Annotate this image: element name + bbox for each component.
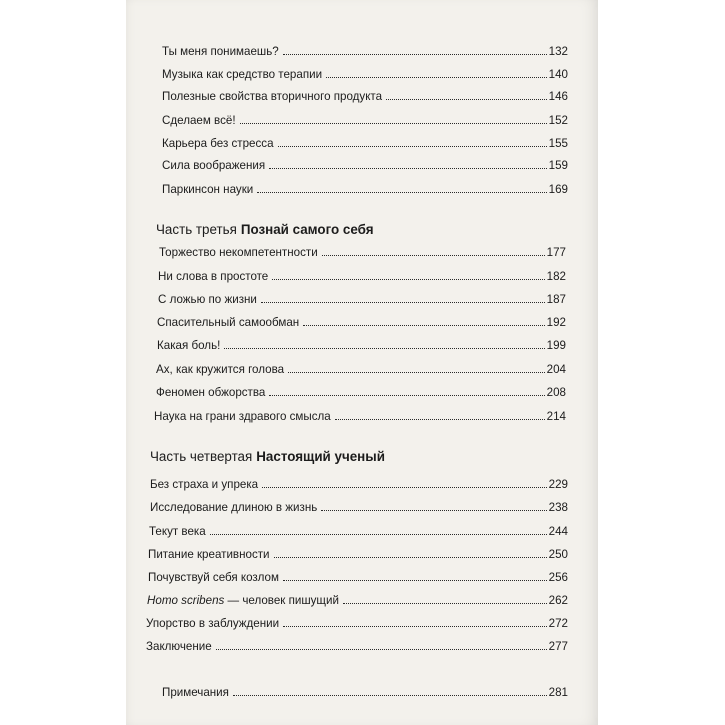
part-prefix: Часть третья	[156, 222, 237, 237]
toc-entry-title: Торжество некомпетентности	[159, 246, 318, 259]
toc-entry-page: 192	[546, 316, 566, 329]
dot-leader	[272, 279, 544, 280]
part-title: Настоящий ученый	[256, 449, 385, 464]
part-title: Познай самого себя	[240, 222, 374, 237]
toc-entry-page: 277	[548, 640, 568, 653]
toc-entry	[158, 293, 566, 307]
toc-entry-page: 199	[546, 339, 566, 352]
toc-entry-page: 214	[546, 410, 566, 423]
toc-entry	[156, 363, 566, 377]
toc-entry	[157, 316, 566, 330]
toc-entry	[158, 270, 566, 284]
toc-entry	[162, 159, 568, 173]
dot-leader	[224, 348, 544, 349]
toc-entry-page: 132	[548, 45, 568, 58]
toc-entry-title-italic: Homo scribens	[147, 594, 225, 607]
toc-entry-page: 256	[548, 571, 568, 584]
toc-entry-page: 140	[548, 68, 568, 81]
dot-leader	[269, 395, 544, 396]
dot-leader	[326, 77, 547, 78]
toc-entry	[162, 137, 568, 151]
toc-entry-title: Сила воображения	[162, 159, 266, 172]
dot-leader	[278, 146, 547, 147]
toc-entry-page: 204	[546, 363, 566, 376]
toc-entry-page: 146	[548, 90, 568, 103]
dot-leader	[386, 99, 547, 100]
dot-leader	[216, 649, 547, 650]
toc-entry-page: 229	[548, 478, 568, 491]
toc-entry-title: Какая боль!	[157, 339, 221, 352]
toc-entry	[150, 478, 568, 492]
toc-entry-page: 272	[548, 617, 568, 630]
toc-entry	[162, 45, 568, 59]
toc-entry-title: Музыка как средство терапии	[162, 68, 323, 81]
toc-entry-title: Спасительный самообман	[157, 316, 300, 329]
dot-leader	[274, 557, 547, 558]
toc-entry-page: 244	[548, 525, 568, 538]
toc-entry-title: Исследование длиною в жизнь	[150, 501, 318, 514]
toc-entry-title: Полезные свойства вторичного продукта	[162, 90, 383, 103]
toc-entry-page: 187	[546, 293, 566, 306]
toc-entry	[154, 410, 566, 424]
toc-entry-title: Почувствуй себя козлом	[148, 571, 279, 584]
toc-entry-title: Паркинсон науки	[162, 183, 254, 196]
dot-leader	[335, 419, 545, 420]
book-page	[126, 0, 598, 725]
toc-entry-title: Ты меня понимаешь?	[162, 45, 279, 58]
part-heading	[156, 222, 374, 238]
toc-entry	[146, 640, 568, 654]
toc-entry-title: Заключение	[146, 640, 212, 653]
part-prefix: Часть четвертая	[150, 449, 253, 464]
toc-entry-title-rest: — человек пишущий	[224, 594, 339, 607]
toc-entry-title: Феномен обжорства	[156, 386, 266, 399]
part-heading	[150, 449, 385, 465]
dot-leader	[283, 580, 547, 581]
toc-entry-page: 238	[548, 501, 568, 514]
toc-entry	[159, 246, 566, 260]
toc-entry	[156, 386, 566, 400]
toc-entry	[162, 183, 568, 197]
toc-entry-title: Без страха и упрека	[150, 478, 259, 491]
toc-entry-title: Карьера без стресса	[162, 137, 274, 150]
toc-entry-page: 155	[548, 137, 568, 150]
toc-entry	[147, 594, 568, 608]
dot-leader	[210, 534, 547, 535]
toc-entry-title: Сделаем всё!	[162, 114, 236, 127]
toc-entry	[162, 68, 568, 82]
dot-leader	[240, 123, 547, 124]
toc-entry	[162, 114, 568, 128]
toc-entry	[146, 617, 568, 631]
toc-entry-page: 281	[548, 686, 568, 699]
toc-entry-page: 177	[546, 246, 566, 259]
toc-entry	[149, 525, 568, 539]
dot-leader	[322, 255, 545, 256]
toc-entry-page: 182	[546, 270, 566, 283]
toc-entry	[162, 90, 568, 104]
toc-entry-title	[147, 594, 339, 608]
toc-entry-page: 208	[546, 386, 566, 399]
toc-entry-title: Текут века	[149, 525, 206, 538]
dot-leader	[262, 487, 547, 488]
toc-entry-title: Ах, как кружится голова	[156, 363, 285, 376]
toc-entry-notes	[162, 686, 568, 700]
toc-entry	[150, 501, 568, 515]
toc-entry-title: Ни слова в простоте	[158, 270, 269, 283]
dot-leader	[269, 168, 547, 169]
toc-entry	[148, 548, 568, 562]
toc-entry	[157, 339, 566, 353]
toc-entry-title: Примечания	[162, 686, 229, 699]
toc-entry-page: 152	[548, 114, 568, 127]
toc-entry-title: Питание креативности	[148, 548, 270, 561]
dot-leader	[233, 695, 547, 696]
toc-entry-title: Упорство в заблуждении	[146, 617, 280, 630]
dot-leader	[288, 372, 545, 373]
dot-leader	[283, 54, 547, 55]
toc-entry-title: С ложью по жизни	[158, 293, 257, 306]
dot-leader	[343, 603, 547, 604]
dot-leader	[257, 192, 546, 193]
dot-leader	[261, 302, 545, 303]
toc-entry-page: 159	[548, 159, 568, 172]
toc-entry-title: Наука на грани здравого смысла	[154, 410, 331, 423]
dot-leader	[321, 510, 546, 511]
toc-entry-page: 169	[548, 183, 568, 196]
toc-entry-page: 262	[548, 594, 568, 607]
dot-leader	[303, 325, 544, 326]
toc-entry	[148, 571, 568, 585]
toc-entry-page: 250	[548, 548, 568, 561]
dot-leader	[283, 626, 547, 627]
